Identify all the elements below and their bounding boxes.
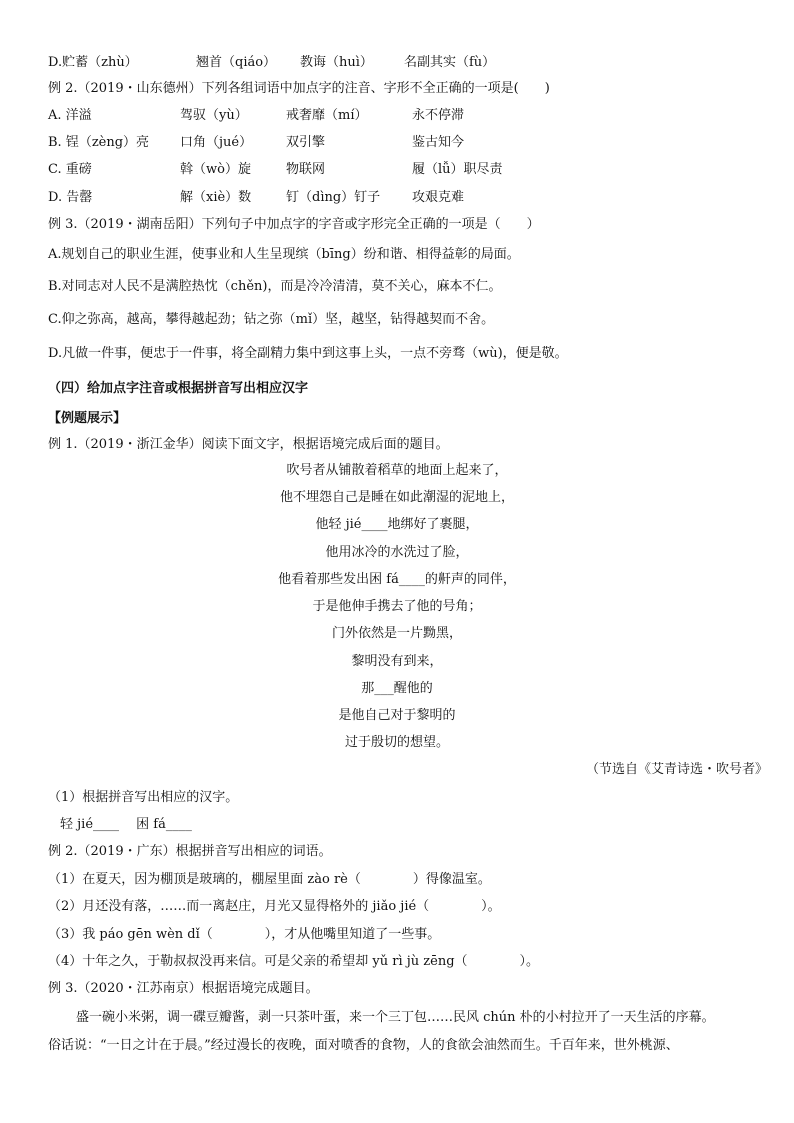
example2b-stem: 例 2.（2019・广东）根据拼音写出相应的词语。	[48, 844, 332, 859]
poem-line-2: 他不埋怨自己是睡在如此潮湿的泥地上，	[279, 490, 514, 505]
ex3-option-d: D.凡做一件事，便忠于一件事，将全副精力集中到这事上头，一点不旁骛（wù)，便是敬。	[48, 346, 568, 361]
poem-source: （节选自《艾青诗选・吹号者》	[585, 762, 768, 777]
ex1-question-1: （1）根据拼音写出相应的汉字。	[48, 790, 239, 805]
ex2-option-c-word1: C. 重磅	[48, 162, 92, 177]
ex2-option-d-word1: D. 告罄	[48, 190, 93, 205]
example3b-stem: 例 3.（2020・江苏南京）根据语境完成题目。	[48, 981, 319, 996]
ex2b-item-2: （2）月还没有落，……而一离赵庄，月光又显得格外的 jiǎo jié（ ）。	[48, 899, 501, 914]
poem-line-7: 门外依然是一片黝黑，	[331, 626, 462, 641]
ex3b-paragraph-2: 俗话说：“一日之计在于晨。”经过漫长的夜晚，面对喷香的食物，人的食欲会油然而生。千百年来，世外桃源、	[48, 1038, 679, 1053]
prev-option-d-word3: 教诲（huì）	[300, 55, 373, 70]
example3-stem: 例 3.（2019・湖南岳阳）下列句子中加点字的字音或字形完全正确的一项是（ ）	[48, 217, 540, 232]
section-heading: （四）给加点字注音或根据拼音写出相应汉字	[48, 381, 309, 396]
ex3-option-c: C.仰之弥高，越高，攀得越起劲；钻之弥（mǐ）坚，越坚，钻得越契而不舍。	[48, 312, 495, 327]
ex2b-item-1: （1）在夏天，因为棚顶是玻璃的，棚屋里面 zào rè（ ）得像温室。	[48, 872, 491, 887]
example1-stem: 例 1.（2019・浙江金华）阅读下面文字，根据语境完成后面的题目。	[48, 437, 449, 452]
example-label: 【例题展示】	[48, 411, 127, 426]
ex2-option-d-word2: 解（xiè）数	[180, 190, 252, 205]
ex3-option-b: B.对同志对人民不是满腔热忱（chěn)，而是冷冷清清，莫不关心，麻本不仁。	[48, 279, 502, 294]
poem-line-10: 是他自己对于黎明的	[338, 708, 456, 723]
prev-option-d: D.贮蓄（zhù）	[48, 55, 138, 70]
poem-line-9: 那___醒他的	[361, 681, 433, 696]
ex2-option-a-word4: 永不停滞	[412, 108, 465, 123]
poem-line-5: 他看着那些发出困 fá____的鼾声的同伴，	[278, 572, 516, 587]
ex2-option-a-word1: A. 洋溢	[48, 108, 92, 123]
ex2-option-d-word3: 钉（dìng）钉子	[286, 190, 381, 205]
poem-line-4: 他用冰冷的水洗过了脸，	[325, 545, 469, 560]
ex1-answer-blanks: 轻 jié____ 困 fá____	[60, 817, 192, 832]
poem-line-6: 于是他伸手携去了他的号角；	[312, 599, 482, 614]
ex3-option-a: A.规划自己的职业生涯，使事业和人生呈现缤（bīng）纷和谐、相得益彰的局面。	[48, 247, 520, 262]
ex2-option-b-word4: 鉴古知今	[412, 135, 465, 150]
poem-line-11: 过于殷切的想望。	[344, 735, 449, 750]
ex2b-item-3: （3）我 páo gēn wèn dǐ（ ），才从他嘴里知道了一些事。	[48, 927, 441, 942]
poem-line-8: 黎明没有到来，	[351, 654, 443, 669]
ex2-option-b-word3: 双引擎	[286, 135, 326, 150]
poem-line-1: 吹号者从铺散着稻草的地面上起来了，	[286, 463, 508, 478]
prev-option-d-word2: 翘首（qiáo）	[196, 55, 277, 70]
example2-stem: 例 2.（2019・山东德州）下列各组词语中加点字的注音、字形不全正确的一项是( )	[48, 81, 550, 96]
ex2-option-d-word4: 攻艰克难	[412, 190, 465, 205]
ex2-option-b-word1: B. 锃（zèng）亮	[48, 135, 150, 150]
ex2b-item-4: （4）十年之久，于勒叔叔没再来信。可是父亲的希望却 yǔ rì jù zēng（ ）。	[48, 954, 540, 969]
prev-option-d-word4: 名副其实（fù）	[404, 55, 496, 70]
poem-line-3: 他轻 jié____地绑好了裹腿，	[315, 517, 479, 532]
ex2-option-c-word2: 斡（wò）旋	[180, 162, 251, 177]
ex2-option-c-word3: 物联网	[286, 162, 326, 177]
ex2-option-a-word3: 戒奢靡（mí）	[286, 108, 368, 123]
ex2-option-a-word2: 驾驭（yù）	[180, 108, 248, 123]
ex2-option-c-word4: 履（lǚ）职尽责	[412, 162, 503, 177]
ex2-option-b-word2: 口角（jué）	[180, 135, 253, 150]
ex3b-paragraph-1: 盛一碗小米粥，调一碟豆瓣酱，剥一只茶叶蛋，来一个三丁包……民风 chún 朴的小村拉开了一天生活的序幕。	[76, 1010, 715, 1025]
